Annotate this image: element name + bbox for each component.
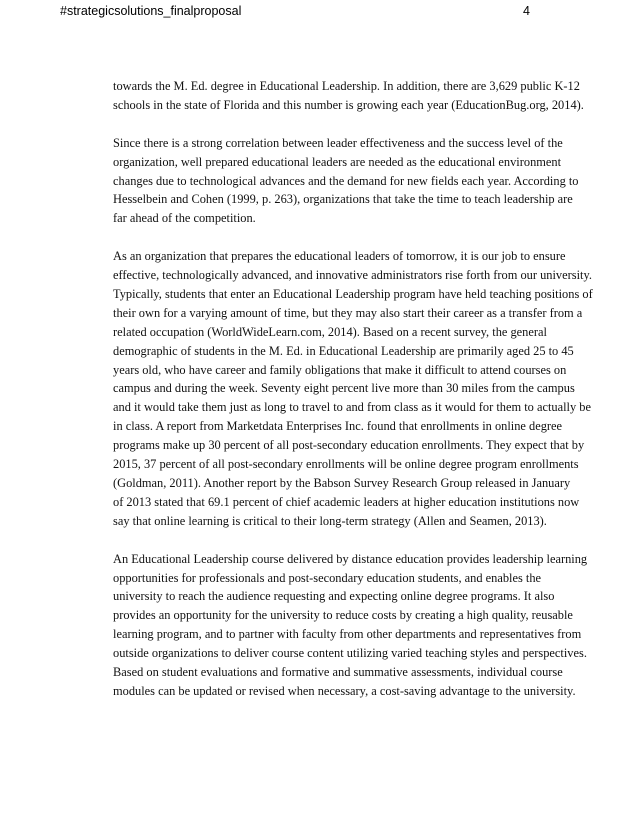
page-number: 4 xyxy=(523,4,530,18)
paragraph-continuation: towards the M. Ed. degree in Educational Leadership. In addition, there are 3,629 public K-12 schools in the state of Florida and this number is growing each year (EducationBug.org, 2014). xyxy=(113,79,584,112)
page-header xyxy=(60,4,530,22)
paragraph-leader-effectiveness: Since there is a strong correlation between leader effectiveness and the success level of the organization, well prepared educational leaders are needed as the educational environment changes due to technological advances and the demand for new fields each year. According to Hesselbein and Cohen (1999, p. 263), organizations that take the time to teach leadership are far ahead of the competition. xyxy=(113,135,579,226)
paragraph-distance-education: An Educational Leadership course delivered by distance education provides leadership learning opportunities for professionals and post-secondary education students, and enables the university to reach the audience requesting and expecting online degree programs. It also provides an opportunity for the university to reduce costs by creating a high quality, reusable learning program, and to partner with faculty from other departments and representatives from outside organizations to deliver course content utilizing varied teaching styles and perspectives. Based on student evaluations and formative and summative assessments, individual course modules can be updated or revised when necessary, a cost-saving advantage to the university. xyxy=(113,551,588,698)
running-head: #strategicsolutions_finalproposal xyxy=(60,4,242,18)
body-text xyxy=(113,77,603,720)
paragraph-student-demographics: As an organization that prepares the educational leaders of tomorrow, it is our job to ensure effective, technologically advanced, and innovative administrators rise forth from our university. Typically, students that enter an Educational Leadership program have held teaching positions of their own for a varying amount of time, but they may also start their career as a transfer from a related occupation (WorldWideLearn.com, 2014). Based on a recent survey, the general demographic of students in the M. Ed. in Educational Leadership are primarily aged 25 to 45 years old, who have career and family obligations that make it difficult to attend courses on campus and during the week. Seventy eight percent live more than 30 miles from the campus and it would take them just as long to travel to and from class as it would for them to actually be in class. A report from Marketdata Enterprises Inc. found that enrollments in online degree programs make up 30 percent of all post-secondary education enrollments. They expect that by 2015, 37 percent of all post-secondary enrollments will be online degree program enrollments (Goldman, 2011). Another report by the Babson Survey Research Group released in January of 2013 stated that 69.1 percent of chief academic leaders at higher education institutions now say that online learning is critical to their long-term strategy (Allen and Seamen, 2013). xyxy=(113,249,593,528)
